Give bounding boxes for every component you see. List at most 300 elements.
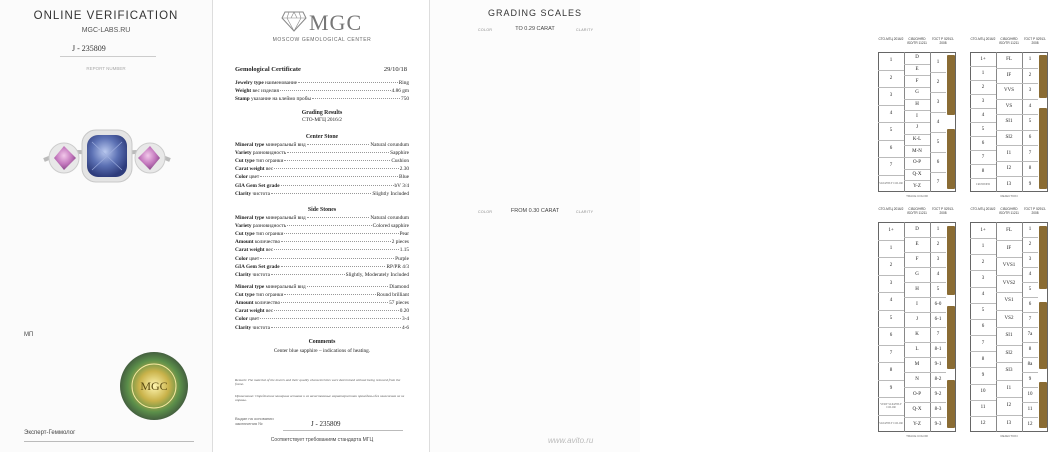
scale-cell: Y-Z: [913, 422, 921, 427]
row-divider: [1022, 342, 1038, 343]
row-value: Blue: [398, 174, 409, 181]
scale-cell: 8-3: [934, 407, 942, 412]
table-footer: REJECTION: [1000, 434, 1018, 438]
row-label: GIA Gem Set grade: [235, 263, 280, 270]
row-leader: [281, 185, 394, 186]
row-divider: [996, 397, 1022, 398]
scale-cell: I: [916, 113, 918, 119]
scale-cell: 8-1: [934, 347, 942, 352]
row-divider: [878, 140, 904, 141]
row-label: Amount количество: [235, 239, 281, 246]
row-divider: [904, 122, 930, 123]
row-value: 2 pieces: [391, 239, 409, 246]
row-divider: [878, 275, 904, 276]
general-row: [235, 96, 409, 102]
row-divider: [1022, 267, 1038, 268]
row-divider: [904, 402, 930, 403]
scale-cell: 8: [889, 368, 893, 374]
row-leader: [307, 286, 389, 287]
lab-name: MOSCOW GEMOLOGICAL CENTER: [272, 37, 372, 43]
row-divider: [970, 122, 996, 123]
scale-cell: 5: [889, 315, 893, 321]
row-divider: [904, 110, 930, 111]
row-divider: [878, 292, 904, 293]
row-value: 750: [401, 96, 409, 102]
row-divider: [970, 367, 996, 368]
row-label: Mineral type минеральный вид: [235, 215, 306, 221]
row-leader: [260, 318, 401, 319]
scale-cell: 8: [981, 168, 985, 174]
row-divider: [878, 327, 904, 328]
scale-bar: [947, 380, 955, 428]
scale-bar: [1039, 226, 1047, 289]
diamond-row: [235, 292, 409, 298]
column-header: ГОСТ Р 52913-2008: [1024, 37, 1046, 45]
scale-cell: SLIGHTLY COLOR: [879, 421, 903, 425]
top-clarity-label: CLARITY: [576, 28, 594, 32]
center-stone-row: [235, 158, 409, 164]
scale-cell: 7: [889, 163, 893, 169]
diamond-row: [235, 284, 409, 290]
row-label: Clarity чистота: [235, 271, 270, 278]
scale-cell: H: [915, 101, 919, 107]
certificate-number-line: [283, 430, 403, 431]
scale-cell: FL: [1006, 57, 1012, 63]
row-divider: [1022, 402, 1038, 403]
row-label: Stamp указание на клеймо пробы: [235, 96, 311, 102]
scale-bar: [1039, 108, 1047, 189]
row-leader: [274, 249, 399, 250]
row-divider: [904, 134, 930, 135]
column-header: ГОСТ Р 52913-2008: [1024, 207, 1046, 215]
row-divider: [1022, 372, 1038, 373]
row-divider: [878, 240, 904, 241]
scale-cell: 8: [981, 356, 985, 362]
comments-heading: Comments: [308, 339, 336, 345]
scale-cell: 3: [936, 99, 940, 105]
scale-cell: VVS: [1003, 88, 1014, 94]
row-divider: [970, 178, 996, 179]
row-leader: [281, 241, 391, 242]
row-divider: [970, 400, 996, 401]
scale-cell: 3: [889, 280, 893, 286]
row-leader: [307, 144, 370, 145]
scale-cell: Q-X: [912, 171, 922, 177]
side-stones-heading: Side Stones: [307, 207, 337, 213]
scale-cell: 11: [980, 405, 986, 411]
verification-site[interactable]: MGC-LABS.RU: [81, 27, 131, 34]
row-label: Clarity чистота: [235, 324, 270, 331]
scale-cell: 8: [1028, 347, 1032, 352]
ring-photo: [42, 120, 172, 192]
scale-cell: I: [916, 302, 918, 307]
scale-cell: 7: [1028, 150, 1032, 156]
scale-cell: 9-1: [934, 362, 942, 367]
hologram-text: MGC: [140, 379, 168, 393]
diamond-logo-icon: [281, 10, 307, 32]
row-divider: [930, 387, 946, 388]
scale-cell: 1: [889, 58, 893, 64]
row-leader: [271, 193, 371, 194]
scale-cell: 6: [1028, 135, 1032, 141]
row-value: RP/PR 4/3: [386, 263, 409, 270]
row-divider: [1022, 145, 1038, 146]
row-value: 2.30: [399, 166, 409, 173]
row-divider: [996, 362, 1022, 363]
row-label: Color цвет: [235, 255, 260, 262]
note-text: Примечание: Определение минерала вставок и их качественные характеристики проведены без извлечения их из оправы.: [235, 394, 405, 403]
scale-cell: SLIGHTLY COLOR: [879, 181, 903, 185]
scale-cell: 5: [936, 139, 940, 145]
row-divider: [930, 342, 946, 343]
side-stone-row: [235, 215, 409, 221]
scale-cell: 12: [1027, 422, 1033, 427]
row-label: Mineral type минеральный вид: [235, 142, 306, 148]
scale-cell: 9: [1028, 181, 1032, 187]
row-leader: [274, 168, 399, 169]
row-divider: [930, 402, 946, 403]
scale-cell: 5: [936, 287, 940, 292]
diamond-row: [235, 316, 409, 322]
diamond-row: [235, 300, 409, 306]
scale-cell: VVS2: [1002, 280, 1016, 286]
scale-cell: 1: [936, 227, 940, 232]
row-divider: [930, 417, 946, 418]
row-divider: [1022, 176, 1038, 177]
scale-cell: 6-1: [934, 317, 942, 322]
row-divider: [996, 83, 1022, 84]
row-divider: [970, 150, 996, 151]
row-divider: [904, 252, 930, 253]
scale-cell: 4: [889, 298, 893, 304]
row-divider: [970, 287, 996, 288]
scale-cell: 3: [1028, 257, 1032, 262]
row-divider: [1022, 312, 1038, 313]
row-divider: [878, 362, 904, 363]
side-stone-row: [235, 239, 409, 245]
row-divider: [970, 136, 996, 137]
row-leader: [260, 258, 394, 259]
row-divider: [930, 297, 946, 298]
row-divider: [1022, 161, 1038, 162]
row-label: Cut type тип огранки: [235, 158, 284, 165]
row-divider: [878, 257, 904, 258]
row-label: Color цвет: [235, 316, 260, 323]
row-divider: [904, 157, 930, 158]
scale-cell: 9: [889, 385, 893, 391]
mgc-logo-text: MGC: [309, 10, 363, 35]
top-subtitle: TO 0.29 CARAT: [515, 26, 555, 32]
row-leader: [280, 90, 391, 91]
remark-text: Remark: The material of the inserts and their quality characteristics were determined without being removed from the frame.: [235, 378, 401, 387]
scale-cell: 7: [936, 332, 940, 337]
scale-cell: M: [914, 362, 920, 367]
scale-cell: 3: [981, 276, 985, 282]
row-divider: [996, 380, 1022, 381]
row-divider: [904, 75, 930, 76]
row-divider: [970, 80, 996, 81]
scale-cell: E: [915, 66, 919, 72]
scale-cell: 7: [981, 340, 985, 346]
scale-cell: 6: [981, 324, 985, 330]
row-label: Weight вес изделия: [235, 88, 279, 94]
scale-cell: 4: [936, 272, 940, 277]
scale-cell: VS2: [1004, 315, 1014, 321]
row-divider: [878, 70, 904, 71]
side-stone-row: [235, 256, 409, 262]
scale-cell: 2: [936, 242, 940, 247]
scale-cell: 3: [936, 257, 940, 262]
scale-bar: [1039, 302, 1047, 369]
row-value: Round brilliant: [376, 292, 409, 299]
row-divider: [1022, 387, 1038, 388]
scale-cell: K-L: [912, 136, 922, 142]
row-divider: [1022, 417, 1038, 418]
row-divider: [970, 94, 996, 95]
row-divider: [1022, 83, 1038, 84]
scale-cell: SI1: [1005, 333, 1013, 339]
scale-cell: 2: [936, 79, 940, 85]
row-divider: [878, 122, 904, 123]
scale-cell: IF: [1006, 245, 1012, 251]
scale-cell: 7a: [1027, 332, 1033, 337]
scale-bar: [947, 306, 955, 369]
row-value: Natural corundum: [370, 142, 409, 148]
scale-cell: O-P: [912, 392, 922, 397]
row-leader: [312, 98, 400, 99]
row-divider: [904, 327, 930, 328]
grading-results-heading: Grading Results: [301, 110, 343, 116]
row-divider: [878, 87, 904, 88]
scale-cell: 1: [981, 243, 985, 249]
row-divider: [1022, 130, 1038, 131]
row-divider: [878, 175, 904, 176]
row-leader: [287, 152, 389, 153]
table-footer: TRACE COLOR: [906, 434, 928, 438]
certificate-number: J - 235809: [311, 420, 341, 428]
row-value: Diamond: [389, 284, 409, 290]
row-label: Cut type тип огранки: [235, 231, 284, 238]
row-label: Clarity чистота: [235, 190, 270, 197]
scale-cell: 3: [1028, 88, 1032, 94]
scale-cell: 4: [889, 110, 893, 116]
scale-cell: 6: [936, 159, 940, 165]
row-divider: [996, 130, 1022, 131]
column-header: CIBJO/HRD ISO/TR 11211: [907, 37, 927, 45]
scale-cell: 2: [889, 75, 893, 81]
row-divider: [970, 303, 996, 304]
scale-cell: G: [915, 90, 919, 96]
bottom-color-label: COLOR: [478, 210, 493, 214]
diamond-row: [235, 308, 409, 314]
scale-cell: Y-Z: [913, 183, 921, 189]
scale-cell: 5: [1028, 119, 1032, 125]
row-divider: [930, 372, 946, 373]
scale-cell: 2: [1028, 72, 1032, 78]
scale-cell: 1+: [980, 227, 986, 233]
row-divider: [1022, 68, 1038, 69]
row-label: Variety разновидность: [235, 150, 287, 157]
row-divider: [996, 114, 1022, 115]
scale-cell: 9: [981, 372, 985, 378]
row-divider: [970, 319, 996, 320]
scale-bar: [1039, 382, 1047, 428]
row-divider: [1022, 297, 1038, 298]
row-divider: [904, 342, 930, 343]
scale-cell: D: [915, 227, 919, 232]
column-header: CIBJO/HRD ISO/TR 11211: [999, 207, 1019, 215]
scale-cell: VERY SLIGHTLY COLOR: [880, 402, 902, 409]
row-divider: [996, 310, 1022, 311]
row-divider: [904, 282, 930, 283]
scale-cell: 7: [889, 350, 893, 356]
row-value: Natural corundum: [370, 215, 409, 221]
row-label: Color цвет: [235, 174, 260, 181]
row-divider: [930, 312, 946, 313]
row-divider: [904, 312, 930, 313]
scale-cell: L: [915, 347, 919, 352]
row-divider: [930, 252, 946, 253]
row-divider: [904, 297, 930, 298]
row-divider: [904, 180, 930, 181]
scale-cell: O-P: [912, 160, 922, 166]
row-label: Jewelry type наименование: [235, 80, 298, 86]
row-value: Sapphire: [390, 150, 409, 157]
row-value: 57 pieces: [389, 300, 409, 307]
row-divider: [970, 351, 996, 352]
report-number-value: J - 235809: [72, 44, 106, 53]
row-label: Cut type тип огранки: [235, 292, 284, 299]
center-stone-row: [235, 174, 409, 180]
row-divider: [996, 327, 1022, 328]
row-divider: [930, 357, 946, 358]
row-divider: [1022, 327, 1038, 328]
stamp-label: МП: [24, 332, 34, 338]
row-divider: [996, 176, 1022, 177]
scale-cell: 9-3: [934, 422, 942, 427]
scale-cell: M-N: [912, 148, 922, 154]
scale-cell: 1: [936, 59, 940, 65]
row-divider: [930, 237, 946, 238]
row-label: GIA Gem Set grade: [235, 182, 280, 189]
column-header: ГОСТ Р 52913-2008: [932, 37, 954, 45]
row-value: 4-6: [401, 324, 409, 331]
scale-cell: 5: [981, 308, 985, 314]
scale-cell: 6-0: [934, 302, 942, 307]
scale-cell: I3: [1006, 420, 1012, 426]
side-stone-row: [235, 223, 409, 229]
row-divider: [930, 172, 946, 173]
center-stone-row: [235, 183, 409, 189]
row-divider: [970, 238, 996, 239]
scale-cell: J: [916, 317, 918, 322]
row-divider: [1022, 114, 1038, 115]
scale-cell: Q-X: [912, 407, 922, 412]
scale-cell: 3: [889, 93, 893, 99]
row-value: 1.15: [399, 247, 409, 254]
row-divider: [878, 105, 904, 106]
scale-bar: [947, 226, 955, 295]
column-header: CIBJO/HRD ISO/TR 11211: [907, 207, 927, 215]
row-divider: [970, 164, 996, 165]
online-verification-panel: [0, 0, 212, 452]
row-value: Colored sapphire: [372, 223, 409, 230]
row-leader: [287, 225, 371, 226]
scale-cell: H: [915, 287, 919, 292]
row-divider: [996, 275, 1022, 276]
side-stone-row: [235, 272, 409, 278]
row-divider: [996, 161, 1022, 162]
comments-text: Center blue sapphire – indications of heating.: [273, 348, 371, 354]
scale-cell: 9: [1028, 377, 1032, 382]
table-footer: REJECTION: [1000, 194, 1018, 198]
row-divider: [904, 387, 930, 388]
certificate-panel: [212, 0, 430, 452]
row-leader: [260, 176, 398, 177]
scale-cell: J: [916, 125, 918, 131]
row-leader: [271, 274, 345, 275]
scale-cell: 8: [1028, 166, 1032, 172]
scale-cell: 4: [1028, 103, 1032, 109]
row-value: 0.20: [399, 308, 409, 315]
row-divider: [878, 345, 904, 346]
row-divider: [1022, 99, 1038, 100]
row-divider: [930, 72, 946, 73]
scale-cell: I2: [1006, 166, 1012, 172]
grading-scales-panel: [430, 0, 1046, 452]
grading-scales-title: GRADING SCALES: [487, 8, 583, 18]
row-divider: [996, 257, 1022, 258]
row-divider: [878, 157, 904, 158]
scale-cell: 6: [889, 145, 893, 151]
scale-cell: SI2: [1005, 350, 1013, 356]
scale-cell: 2: [889, 263, 893, 269]
scale-cell: G: [915, 272, 919, 277]
row-divider: [904, 357, 930, 358]
row-divider: [970, 270, 996, 271]
watermark-text: www.avito.ru: [548, 436, 594, 445]
report-number-line: [60, 56, 156, 57]
row-divider: [904, 372, 930, 373]
issued-label: Выдан на основании заключения №: [235, 416, 274, 426]
scale-cell: 5: [889, 128, 893, 134]
row-label: Carat weight вес: [235, 166, 274, 173]
side-stone-row: [235, 247, 409, 253]
scale-bar: [947, 129, 955, 189]
scale-cell: 6: [889, 333, 893, 339]
scale-cell: I1: [1006, 385, 1012, 391]
row-divider: [970, 384, 996, 385]
row-divider: [996, 292, 1022, 293]
scale-cell: 1: [889, 245, 893, 251]
row-leader: [284, 294, 375, 295]
column-header: СТО-МГЦ 2016/2: [970, 37, 996, 41]
scale-cell: 4: [981, 112, 985, 118]
row-divider: [930, 327, 946, 328]
center-stone-row: [235, 191, 409, 197]
row-value: Slightly, Moderately Included: [345, 271, 409, 278]
scale-cell: 4: [936, 119, 940, 125]
scale-cell: 12: [980, 421, 986, 427]
scale-bar: [947, 55, 955, 115]
scale-cell: F: [915, 257, 919, 262]
scale-cell: 4: [981, 292, 985, 298]
row-divider: [970, 416, 996, 417]
scale-cell: 2: [981, 259, 985, 265]
row-value: bV 3/4: [394, 182, 409, 189]
hologram-seal: [118, 350, 190, 422]
scale-cell: FL: [1006, 228, 1012, 234]
